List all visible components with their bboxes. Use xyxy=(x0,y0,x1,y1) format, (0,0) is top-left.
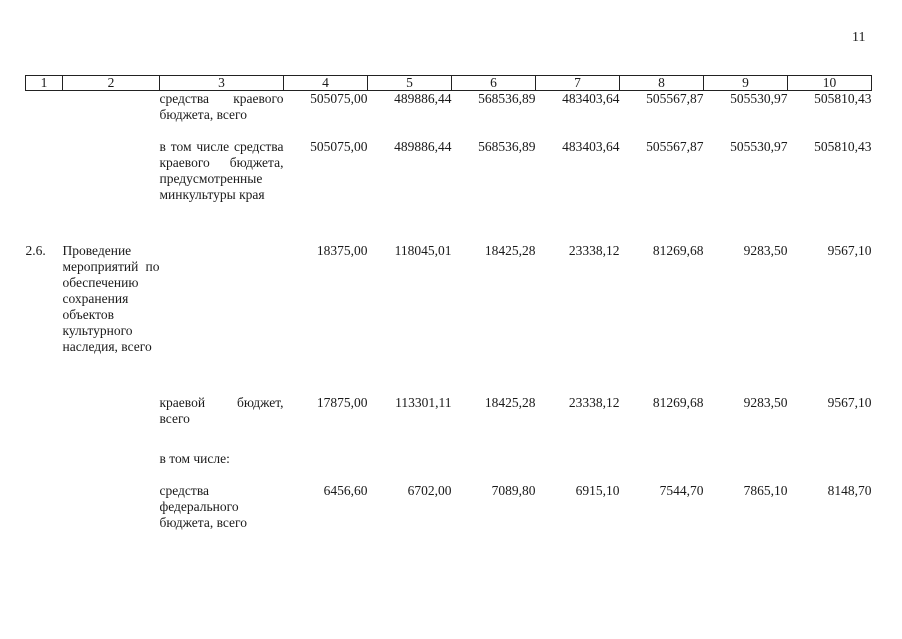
table-row xyxy=(26,243,872,395)
budget-table xyxy=(25,75,872,543)
header-cell: 2 xyxy=(63,76,160,91)
row-value: 505810,43 xyxy=(814,91,872,106)
row-description: в том числе: xyxy=(159,450,230,466)
row-value: 7089,80 xyxy=(491,482,536,498)
row-value: 9567,10 xyxy=(827,394,872,410)
row-value xyxy=(368,451,452,483)
row-value: 489886,44 xyxy=(394,138,452,154)
row-value: 18425,28 xyxy=(484,242,536,258)
row-value xyxy=(788,451,872,483)
row-value: 23338,12 xyxy=(568,394,620,410)
row-value: 483403,64 xyxy=(562,138,620,154)
row-item xyxy=(63,91,160,139)
row-value: 505810,43 xyxy=(814,138,872,154)
row-value: 81269,68 xyxy=(652,394,704,410)
row-value: 505567,87 xyxy=(646,138,704,154)
row-value: 505075,00 xyxy=(310,138,368,154)
row-value xyxy=(620,451,704,483)
row-value: 8148,70 xyxy=(827,482,872,498)
row-value xyxy=(284,451,368,483)
header-cell: 7 xyxy=(536,76,620,91)
row-number: 2.6. xyxy=(25,242,46,258)
row-value: 6702,00 xyxy=(407,482,452,498)
row-value: 505530,97 xyxy=(730,138,788,154)
table-row xyxy=(26,91,872,139)
row-description: средства краевого бюджета, всего xyxy=(159,91,284,122)
header-cell: 8 xyxy=(620,76,704,91)
header-row xyxy=(26,76,872,91)
row-value xyxy=(536,451,620,483)
header-cell: 3 xyxy=(160,76,284,91)
row-description: в том числе средства краевого бюджета, предусмотренные минкультуры края xyxy=(159,138,284,202)
row-value: 568536,89 xyxy=(478,91,536,106)
row-value: 9283,50 xyxy=(743,394,788,410)
table-row xyxy=(26,483,872,543)
row-value: 18375,00 xyxy=(316,242,368,258)
row-value: 505075,00 xyxy=(310,91,368,106)
row-value: 505567,87 xyxy=(646,91,704,106)
header-cell: 4 xyxy=(284,76,368,91)
row-value: 483403,64 xyxy=(562,91,620,106)
page-number: 11 xyxy=(852,30,866,45)
row-value: 489886,44 xyxy=(394,91,452,106)
header-cell: 10 xyxy=(788,76,872,91)
row-value: 18425,28 xyxy=(484,394,536,410)
table-row xyxy=(26,139,872,243)
row-item: Проведение мероприятий по обеспечению сохранения объектов культурного наследия, всего xyxy=(62,242,160,354)
header-cell: 1 xyxy=(26,76,63,91)
row-number xyxy=(26,451,63,483)
header-cell: 6 xyxy=(452,76,536,91)
header-cell: 5 xyxy=(368,76,452,91)
row-item xyxy=(63,395,160,451)
header-cell: 9 xyxy=(704,76,788,91)
table-row xyxy=(26,395,872,451)
row-value: 9283,50 xyxy=(743,242,788,258)
row-value: 7544,70 xyxy=(659,482,704,498)
row-description: краевой бюджет, всего xyxy=(159,394,284,426)
row-item xyxy=(63,483,160,543)
row-item xyxy=(63,139,160,243)
row-value: 118045,01 xyxy=(394,242,452,258)
row-number xyxy=(26,395,63,451)
row-value: 6915,10 xyxy=(575,482,620,498)
row-item xyxy=(63,451,160,483)
row-value xyxy=(704,451,788,483)
row-value: 568536,89 xyxy=(478,138,536,154)
row-number xyxy=(26,139,63,243)
row-value: 17875,00 xyxy=(316,394,368,410)
table-row xyxy=(26,451,872,483)
row-value: 113301,11 xyxy=(395,394,452,410)
row-value: 505530,97 xyxy=(730,91,788,106)
row-value: 9567,10 xyxy=(827,242,872,258)
row-description xyxy=(160,243,284,395)
row-value: 23338,12 xyxy=(568,242,620,258)
row-description: средства федерального бюджета, всего xyxy=(159,482,247,530)
row-value: 81269,68 xyxy=(652,242,704,258)
row-value: 6456,60 xyxy=(323,482,368,498)
row-number xyxy=(26,91,63,139)
row-number xyxy=(26,483,63,543)
row-value xyxy=(452,451,536,483)
row-value: 7865,10 xyxy=(743,482,788,498)
